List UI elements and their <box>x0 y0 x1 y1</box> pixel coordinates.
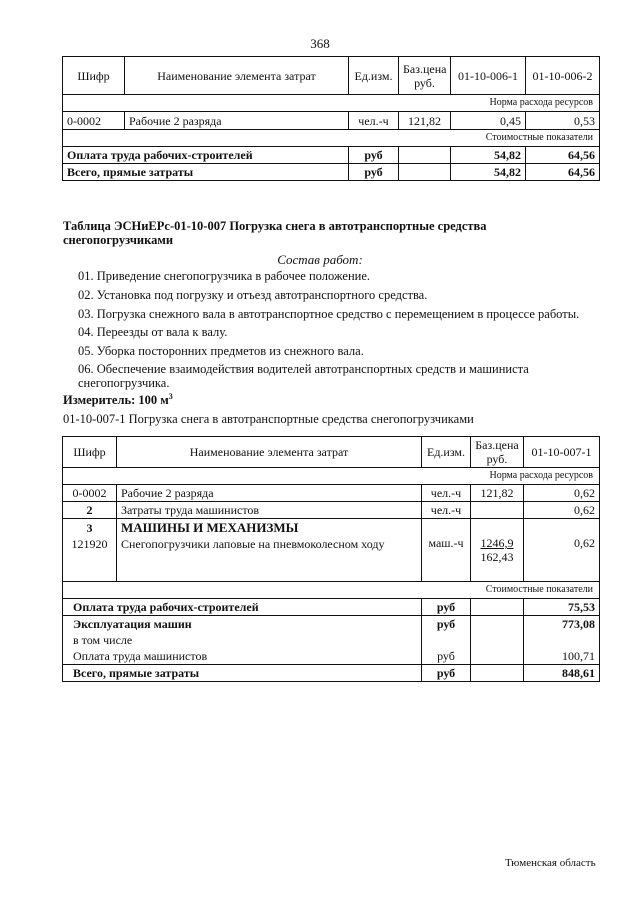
row-code: 0-0002 <box>63 112 125 130</box>
row-price <box>399 147 451 164</box>
row-unit: чел.-ч <box>349 112 399 130</box>
footer-region: Тюменская область <box>505 857 596 869</box>
row-price <box>471 665 524 682</box>
row-unit: чел.-ч <box>422 485 471 502</box>
norm-line: 01-10-007-1 Погрузка снега в автотранспортные средства снегопогрузчиками <box>63 412 474 426</box>
work-item: 03. Погрузка снежного вала в автотранспортное средство с перемещением в процессе работы. <box>78 307 580 321</box>
row-price: 121,82 <box>399 112 451 130</box>
header-col2: 01-10-006-2 <box>526 57 600 95</box>
section-norm: Норма расхода ресурсов <box>63 468 600 485</box>
work-item: 04. Переезды от вала к валу. <box>78 325 228 339</box>
header-name: Наименование элемента затрат <box>117 437 422 468</box>
row-value-1: 0,62 <box>524 485 600 502</box>
cost-table-007 <box>62 436 600 682</box>
section-cost: Стоимостные показатели <box>63 130 600 147</box>
row-value-1: 75,53 <box>524 599 600 616</box>
row-unit: руб <box>422 665 471 682</box>
row-price <box>471 632 524 648</box>
header-unit: Ед.изм. <box>422 437 471 468</box>
machine-code: 121920 <box>71 537 108 551</box>
section-cost: Стоимостные показатели <box>63 582 600 599</box>
row-name: Всего, прямые затраты <box>63 164 349 181</box>
row-value-2: 64,56 <box>526 164 600 181</box>
price-a: 1246,9 <box>480 536 514 550</box>
group-code: 3 <box>86 521 93 535</box>
row-name: Оплата труда рабочих-строителей <box>63 599 422 616</box>
row-unit: руб <box>349 147 399 164</box>
row-code: 2 <box>63 502 117 519</box>
section-norm: Норма расхода ресурсов <box>63 95 600 112</box>
row-name <box>117 519 422 582</box>
row-code: 0-0002 <box>63 485 117 502</box>
work-item: 02. Установка под погрузку и отъезд автотранспортного средства. <box>78 288 428 302</box>
header-col1: 01-10-007-1 <box>524 437 600 468</box>
group-name: МАШИНЫ И МЕХАНИЗМЫ <box>121 520 299 535</box>
work-item: 01. Приведение снегопогрузчика в рабочее положение. <box>78 269 371 283</box>
measure-exponent: 3 <box>168 392 173 401</box>
header-price: Баз.цена руб. <box>399 57 451 95</box>
row-value-1: 54,82 <box>451 164 526 181</box>
price-b: 162,43 <box>480 550 514 564</box>
row-price: 121,82 <box>471 485 524 502</box>
row-code <box>63 519 117 582</box>
row-value-1: 0,45 <box>451 112 526 130</box>
work-item: 05. Уборка посторонних предметов из снежного вала. <box>78 344 364 358</box>
row-name: Всего, прямые затраты <box>63 665 422 682</box>
row-price <box>471 599 524 616</box>
header-code: Шифр <box>63 437 117 468</box>
composition-heading: Состав работ: <box>277 252 363 267</box>
row-unit: руб <box>349 164 399 181</box>
page-number: 368 <box>310 36 330 51</box>
row-unit: чел.-ч <box>422 502 471 519</box>
row-price <box>471 502 524 519</box>
row-value-1 <box>524 632 600 648</box>
row-price <box>471 616 524 633</box>
cost-table-006 <box>62 56 600 181</box>
row-value-1: 100,71 <box>524 648 600 665</box>
row-unit: маш.-ч <box>422 519 471 582</box>
row-name: в том числе <box>63 632 422 648</box>
row-price <box>471 648 524 665</box>
row-value-2: 64,56 <box>526 147 600 164</box>
row-name: Рабочие 2 разряда <box>117 485 422 502</box>
header-code: Шифр <box>63 57 125 95</box>
row-name: Оплата труда машинистов <box>63 648 422 665</box>
row-name: Эксплуатация машин <box>63 616 422 633</box>
row-value-2: 0,53 <box>526 112 600 130</box>
row-value-1: 773,08 <box>524 616 600 633</box>
measure-label: Измеритель: 100 м <box>63 393 169 408</box>
row-unit: руб <box>422 599 471 616</box>
measure-line <box>63 392 173 408</box>
row-name: Затраты труда машинистов <box>117 502 422 519</box>
row-value-1: 0,62 <box>524 502 600 519</box>
row-price <box>399 164 451 181</box>
row-price <box>471 519 524 582</box>
work-item: 06. Обеспечение взаимодействия водителей автотранспортных средств и машиниста снегопогрузчика. <box>78 362 529 390</box>
header-name: Наименование элемента затрат <box>125 57 349 95</box>
row-name: Оплата труда рабочих-строителей <box>63 147 349 164</box>
header-price: Баз.цена руб. <box>471 437 524 468</box>
row-unit: руб <box>422 648 471 665</box>
header-col1: 01-10-006-1 <box>451 57 526 95</box>
row-name: Рабочие 2 разряда <box>125 112 349 130</box>
row-unit: руб <box>422 616 471 633</box>
row-value-1: 54,82 <box>451 147 526 164</box>
machine-name: Снегопогрузчики лаповые на пневмоколесном ходу <box>121 537 385 551</box>
row-unit <box>422 632 471 648</box>
section-title: Таблица ЭСНиЕРс-01-10-007 Погрузка снега в автотранспортные средства снегопогрузчиками <box>63 219 487 247</box>
row-value-1: 0,62 <box>524 519 600 582</box>
header-unit: Ед.изм. <box>349 57 399 95</box>
row-value-1: 848,61 <box>524 665 600 682</box>
